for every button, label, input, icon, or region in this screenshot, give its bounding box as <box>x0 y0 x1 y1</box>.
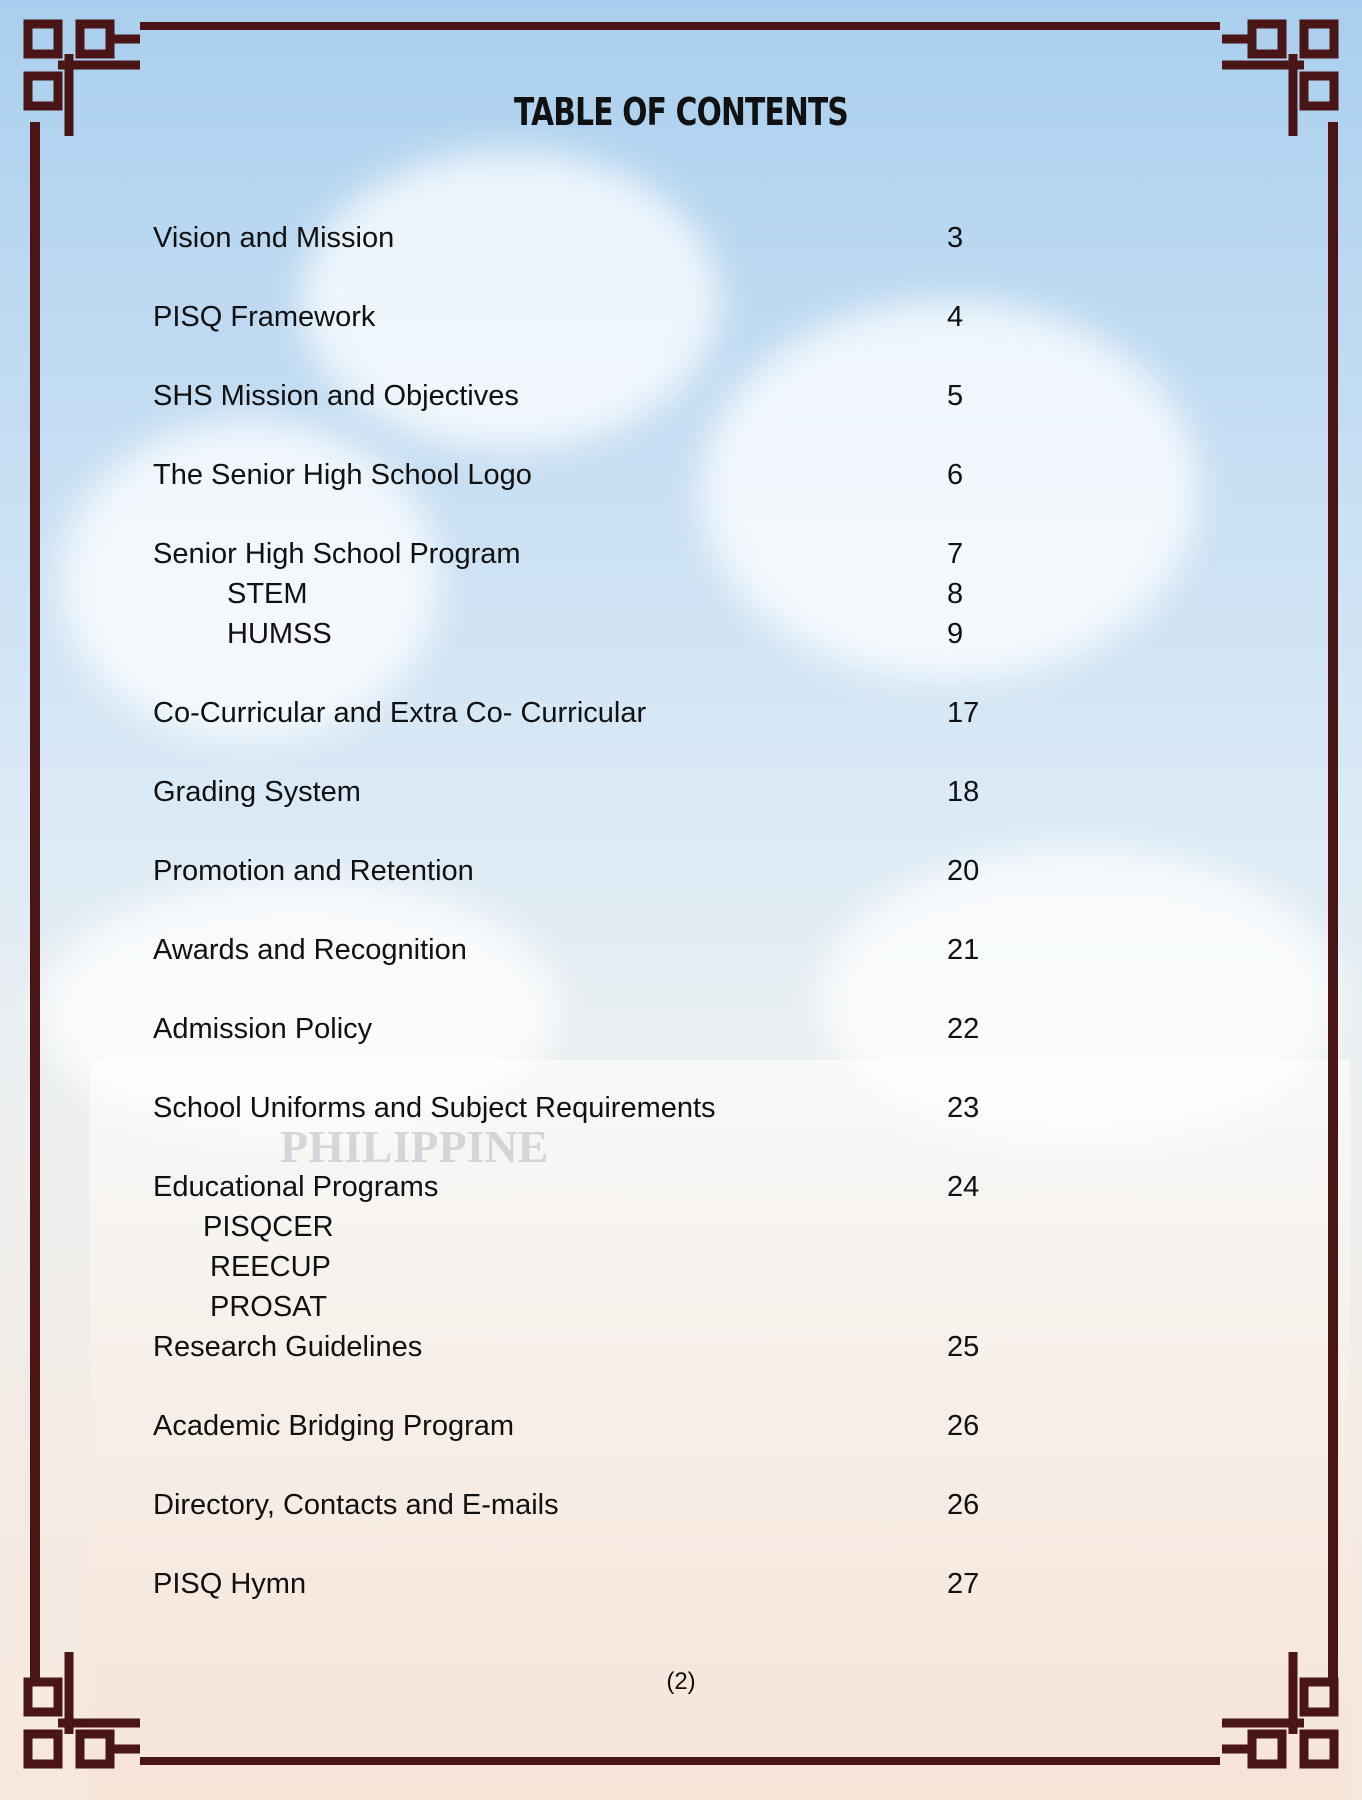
toc-entry-page: 25 <box>947 1331 980 1363</box>
toc-entry-label: REECUP <box>210 1251 331 1283</box>
toc-entry[interactable] <box>153 1564 1053 1604</box>
toc-entry-label: PROSAT <box>210 1291 328 1323</box>
toc-entry[interactable] <box>153 693 1053 733</box>
toc-entry-page: 26 <box>947 1489 980 1521</box>
toc-entry[interactable] <box>153 1088 1053 1128</box>
toc-entry-label: Admission Policy <box>153 1013 373 1045</box>
toc-entry-label: PISQ Hymn <box>153 1568 307 1600</box>
toc-entry-page: 26 <box>947 1410 980 1442</box>
toc-entry-page: 6 <box>947 459 964 491</box>
toc-entry-label: Research Guidelines <box>153 1331 423 1363</box>
toc-entry-label: Grading System <box>153 776 361 808</box>
toc-entry-label: Senior High School Program <box>153 538 521 570</box>
frame-right-border <box>1328 122 1338 1682</box>
frame-bottom-border <box>140 1757 1220 1765</box>
toc-entry-label: Vision and Mission <box>153 222 395 254</box>
toc-entry-page: 24 <box>947 1171 980 1203</box>
toc-entry[interactable] <box>153 851 1053 891</box>
toc-entry[interactable] <box>153 930 1053 970</box>
toc-subentry[interactable] <box>153 1207 1053 1247</box>
top-left-ornament-icon <box>22 18 142 138</box>
toc-entry[interactable] <box>153 772 1053 812</box>
toc-entry-page: 5 <box>947 380 964 412</box>
toc-entry-label: Directory, Contacts and E-mails <box>153 1489 559 1521</box>
toc-entry[interactable] <box>153 1009 1053 1049</box>
toc-entry-page: 27 <box>947 1568 980 1600</box>
toc-entry-page: 9 <box>947 618 964 650</box>
building-sign-text: PHILIPPINE <box>280 1121 549 1172</box>
toc-entry[interactable] <box>153 376 1053 416</box>
toc-entry[interactable] <box>153 1406 1053 1446</box>
toc-entry-label: HUMSS <box>227 618 332 650</box>
toc-entry[interactable] <box>153 297 1053 337</box>
toc-entry-label: PISQ Framework <box>153 301 376 333</box>
toc-entry-label: SHS Mission and Objectives <box>153 380 519 412</box>
top-right-ornament-icon <box>1220 18 1340 138</box>
page-number: (2) <box>666 1668 696 1695</box>
toc-subentry[interactable] <box>153 1287 1053 1327</box>
toc-entry-page: 8 <box>947 578 964 610</box>
toc-entry-page: 21 <box>947 934 980 966</box>
toc-entry[interactable] <box>153 534 1053 574</box>
toc-entry[interactable] <box>153 218 1053 258</box>
toc-entry-label: PISQCER <box>203 1211 334 1243</box>
toc-entry-page: 20 <box>947 855 980 887</box>
toc-entry[interactable] <box>153 1485 1053 1525</box>
table-of-contents <box>153 218 1053 1604</box>
toc-entry-page: 3 <box>947 222 964 254</box>
toc-subentry[interactable] <box>153 614 1053 654</box>
toc-entry-label: School Uniforms and Subject Requirements <box>153 1092 716 1124</box>
toc-entry-page: 22 <box>947 1013 980 1045</box>
toc-subentry[interactable] <box>153 1247 1053 1287</box>
toc-entry-label: Co-Curricular and Extra Co- Curricular <box>153 697 647 729</box>
toc-entry-page: 23 <box>947 1092 980 1124</box>
toc-entry-page: 17 <box>947 697 980 729</box>
toc-entry[interactable] <box>153 1167 1053 1207</box>
toc-entry-page: 7 <box>947 538 964 570</box>
toc-entry[interactable] <box>153 1327 1053 1367</box>
toc-entry-label: Awards and Recognition <box>153 934 467 966</box>
toc-entry-page: 4 <box>947 301 964 333</box>
toc-entry-label: STEM <box>227 578 308 610</box>
frame-top-border <box>140 22 1220 30</box>
toc-entry-page: 18 <box>947 776 980 808</box>
frame-left-border <box>30 122 40 1682</box>
page-title: TABLE OF CONTENTS <box>513 90 848 134</box>
toc-entry-label: The Senior High School Logo <box>153 459 532 491</box>
toc-entry-label: Promotion and Retention <box>153 855 474 887</box>
toc-entry[interactable] <box>153 455 1053 495</box>
toc-subentry[interactable] <box>153 574 1053 614</box>
toc-entry-label: Academic Bridging Program <box>153 1410 515 1442</box>
toc-entry-label: Educational Programs <box>153 1171 439 1203</box>
